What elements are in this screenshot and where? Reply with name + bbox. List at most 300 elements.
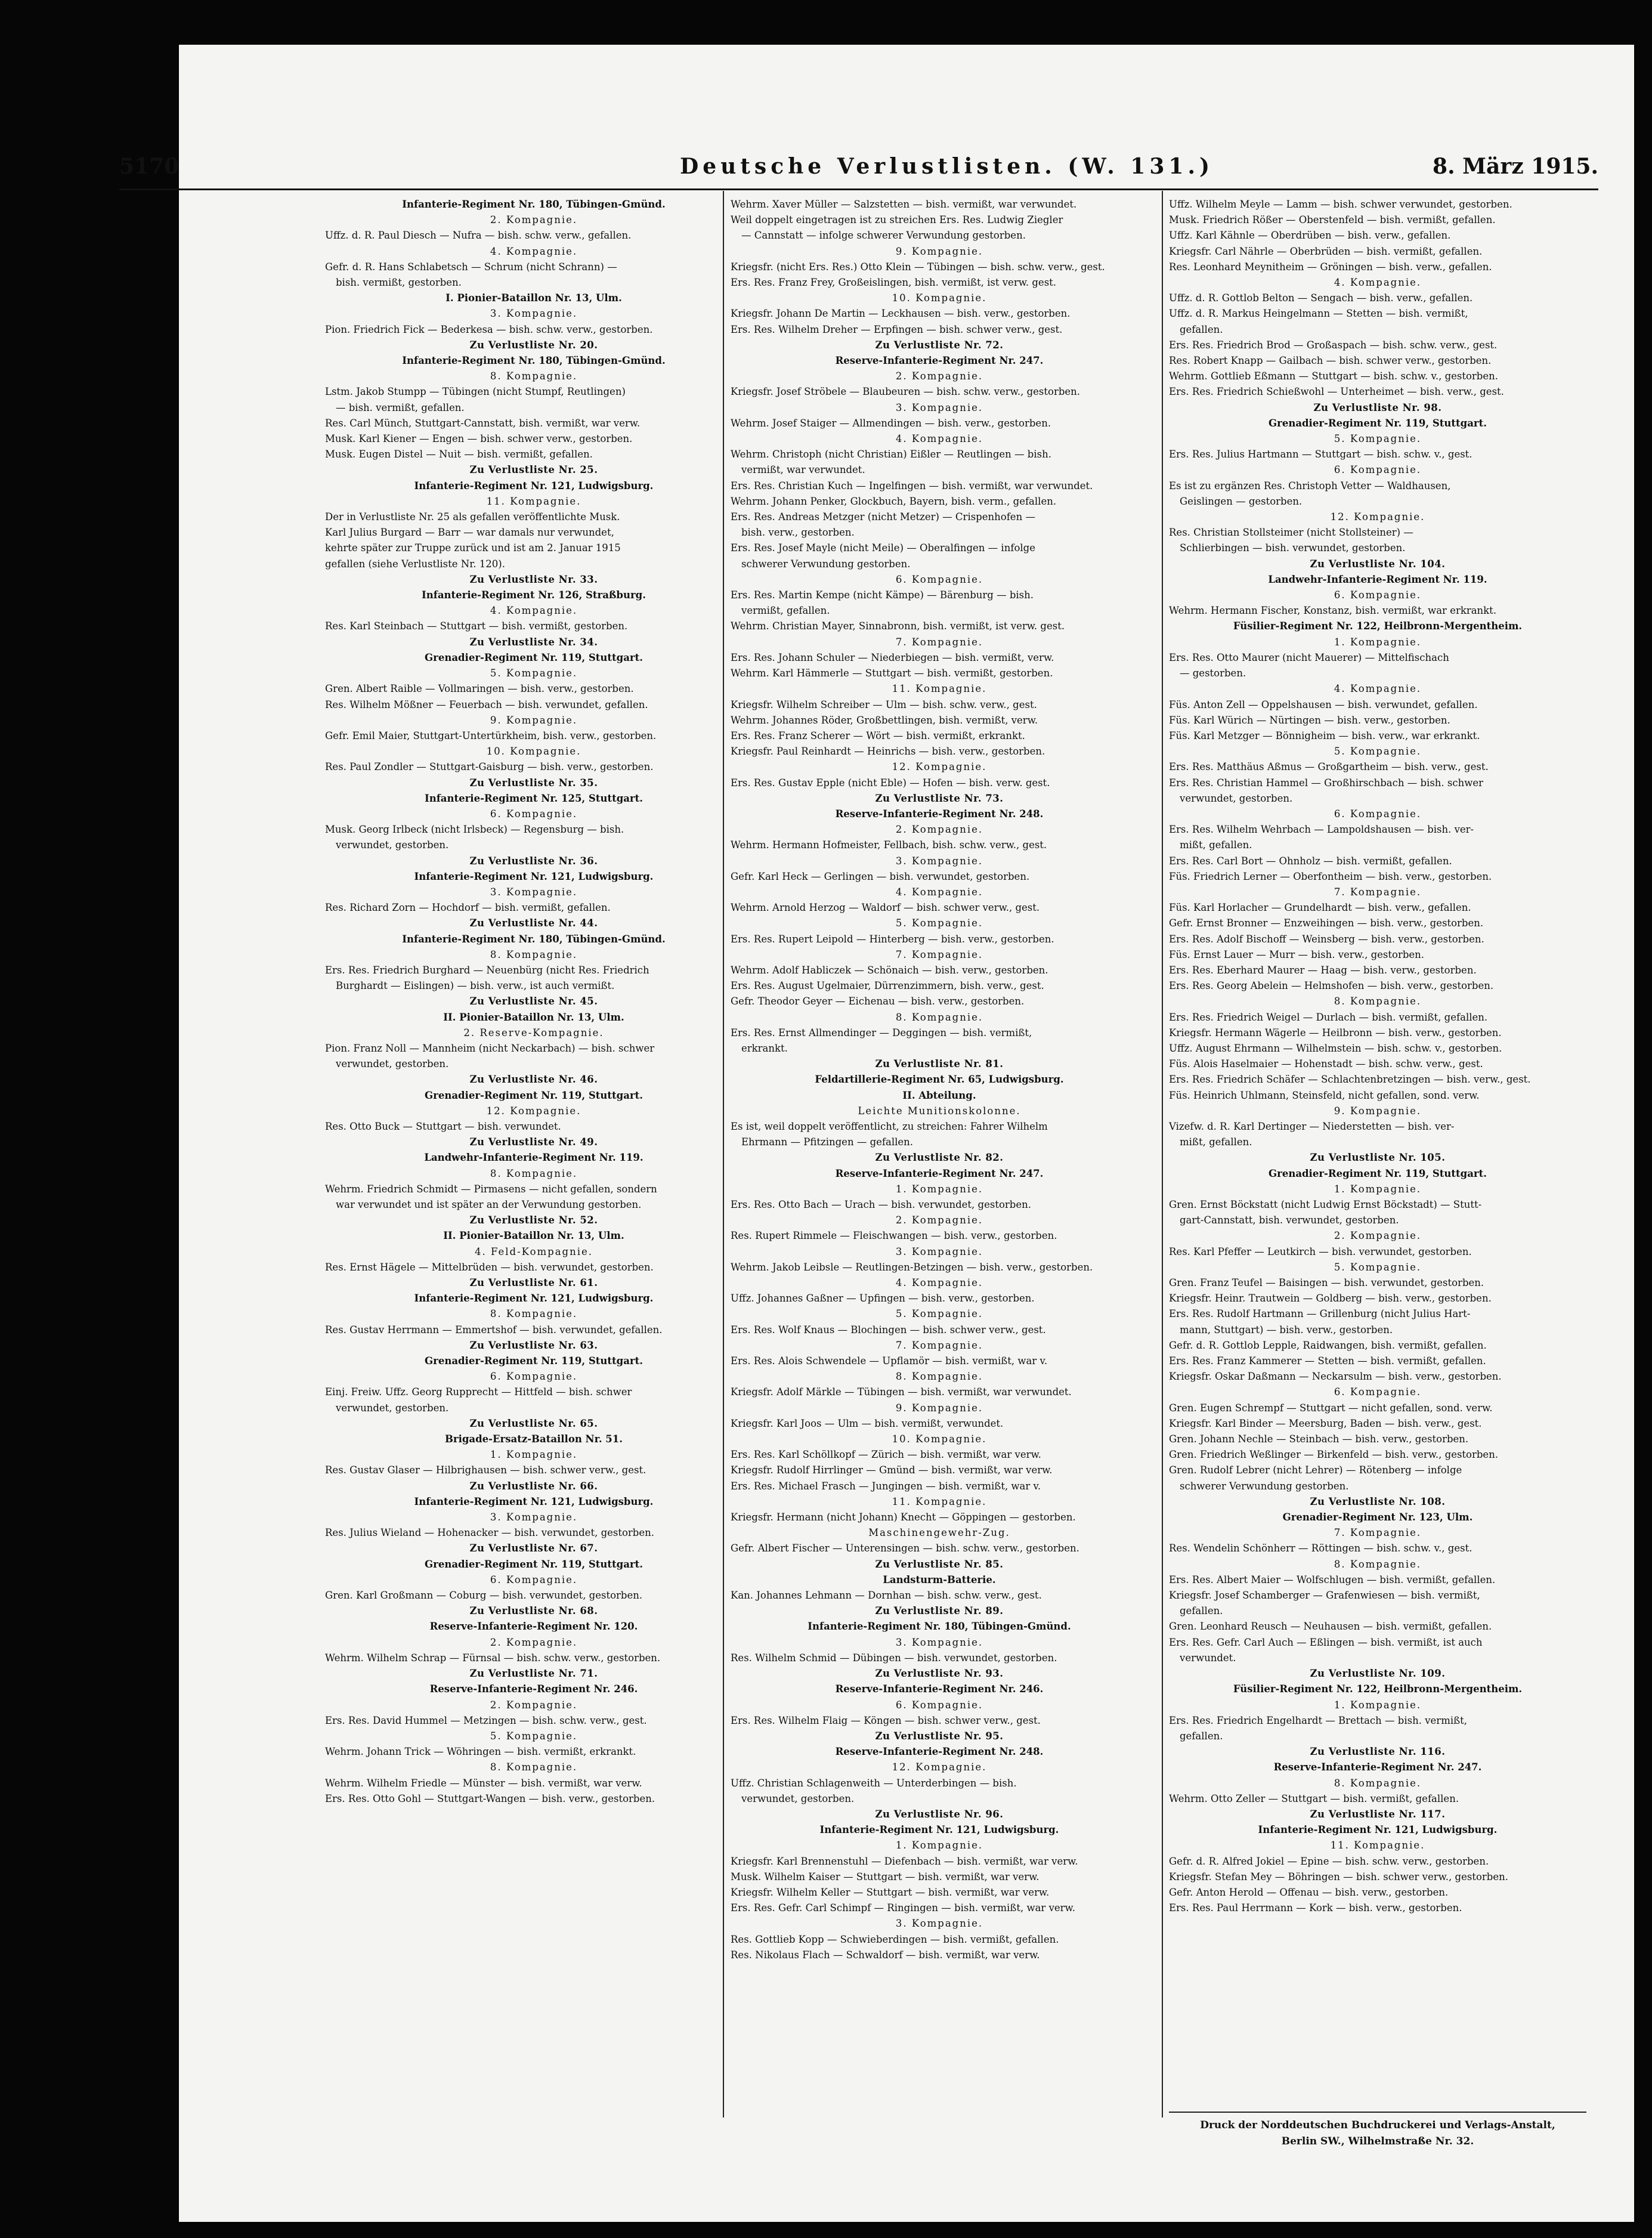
list-reference-heading: Zu Verlustliste Nr. 89. — [875, 1605, 1004, 1617]
casualty-entry: Res. Julius Wieland — Hohenacker — bish. verwundet, gestorben. — [325, 1527, 655, 1539]
company-heading: 7. Kompagnie. — [895, 948, 983, 960]
casualty-entry: Wehrm. Gottlieb Eßmann — Stuttgart — bish. schw. v., gestorben. — [1169, 370, 1499, 382]
list-reference-heading: Zu Verlustliste Nr. 116. — [1310, 1746, 1446, 1758]
company-heading: 12. Kompagnie. — [486, 1105, 581, 1117]
unit-heading: Grenadier-Regiment Nr. 119, Stuttgart. — [1269, 417, 1487, 429]
casualty-entry: Res. Paul Zondler — Stuttgart-Gaisburg — bish. verw., gestorben. — [325, 761, 654, 773]
company-heading: 6. Kompagnie. — [895, 1699, 983, 1711]
casualty-entry: Karl Julius Burgard — Barr — war damals nur verwundet, — [325, 527, 614, 539]
casualty-entry: Schlierbingen — bish. verwundet, gestorben. — [1180, 542, 1406, 554]
list-reference-heading: Zu Verlustliste Nr. 66. — [469, 1480, 598, 1492]
casualty-entry: Burghardt — Eislingen) — bish. verw., ist auch vermißt. — [336, 980, 615, 992]
column-middle — [731, 197, 1148, 1963]
unit-heading: Grenadier-Regiment Nr. 119, Stuttgart. — [425, 651, 643, 663]
casualty-entry: Es ist zu ergänzen Res. Christoph Vetter — Waldhausen, — [1169, 480, 1451, 492]
imprint-line: Druck der Norddeutschen Buchdruckerei und Verlags-Anstalt, — [1200, 2119, 1555, 2131]
unit-heading: Infanterie-Regiment Nr. 180, Tübingen-Gmünd. — [402, 933, 666, 945]
casualty-entry: Ers. Res. Ernst Allmendinger — Deggingen — bish. vermißt, — [731, 1027, 1032, 1038]
company-heading: 3. Kompagnie. — [895, 401, 983, 413]
casualty-entry: Wehrm. Friedrich Schmidt — Pirmasens — nicht gefallen, sondern — [325, 1183, 657, 1195]
casualty-entry: Ers. Res. David Hummel — Metzingen — bish. schw. verw., gest. — [325, 1714, 647, 1726]
company-heading: 5. Kompagnie. — [895, 917, 983, 929]
company-heading: 3. Kompagnie. — [895, 1918, 983, 1930]
unit-heading: Landwehr-Infanterie-Regiment Nr. 119. — [424, 1152, 644, 1164]
unit-heading: Infanterie-Regiment Nr. 180, Tübingen-Gmünd. — [402, 355, 666, 367]
casualty-entry: Weil doppelt eingetragen ist zu streichen Ers. Res. Ludwig Ziegler — [731, 214, 1063, 226]
casualty-entry: Der in Verlustliste Nr. 25 als gefallen veröffentlichte Musk. — [325, 511, 620, 523]
list-reference-heading: Zu Verlustliste Nr. 63. — [469, 1339, 598, 1351]
casualty-entry: Wehrm. Johann Penker, Glockbuch, Bayern, bish. verm., gefallen. — [731, 495, 1057, 507]
company-heading: 8. Kompagnie. — [490, 1308, 578, 1320]
casualty-entry: Ers. Res. Gefr. Carl Schimpf — Ringingen — bish. vermißt, war verw. — [731, 1902, 1075, 1914]
list-reference-heading: Zu Verlustliste Nr. 65. — [469, 1417, 598, 1429]
company-heading: 2. Kompagnie. — [1334, 1230, 1422, 1242]
company-heading: 3. Kompagnie. — [895, 1636, 983, 1648]
casualty-entry: Füs. Friedrich Lerner — Oberfontheim — bish. verw., gestorben. — [1169, 870, 1492, 882]
casualty-entry: Ers. Res. Friedrich Engelhardt — Brettach — bish. vermißt, — [1169, 1714, 1468, 1726]
company-heading: 5. Kompagnie. — [1334, 1261, 1422, 1273]
company-heading: 8. Kompagnie. — [490, 1761, 578, 1773]
unit-heading: Feldartillerie-Regiment Nr. 65, Ludwigsburg. — [815, 1074, 1064, 1086]
company-heading: 8. Kompagnie. — [1334, 1558, 1422, 1570]
casualty-entry: Ers. Res. Christian Hammel — Großhirschbach — bish. schwer — [1169, 777, 1484, 789]
unit-heading: Reserve-Infanterie-Regiment Nr. 246. — [835, 1683, 1044, 1695]
unit-heading: II. Pionier-Bataillon Nr. 13, Ulm. — [443, 1230, 624, 1242]
casualty-entry: Ers. Res. Matthäus Aßmus — Großgartheim — bish. verw., gest. — [1169, 761, 1489, 773]
company-heading: 2. Kompagnie. — [895, 824, 983, 836]
list-reference-heading: Zu Verlustliste Nr. 105. — [1310, 1152, 1446, 1164]
unit-heading: Infanterie-Regiment Nr. 121, Ludwigsburg. — [414, 1293, 654, 1305]
list-reference-heading: Zu Verlustliste Nr. 61. — [469, 1277, 598, 1289]
casualty-entry: Pion. Franz Noll — Mannheim (nicht Neckarbach) — bish. schwer — [325, 1042, 655, 1054]
casualty-entry: Ers. Res. Gefr. Carl Auch — Eßlingen — bish. vermißt, ist auch — [1169, 1636, 1483, 1648]
casualty-entry: Uffz. August Ehrmann — Wilhelmstein — bish. schw. v., gestorben. — [1169, 1042, 1502, 1054]
casualty-entry: Wehrm. Christian Mayer, Sinnabronn, bish. vermißt, ist verw. gest. — [731, 620, 1065, 632]
list-reference-heading: Zu Verlustliste Nr. 98. — [1313, 401, 1442, 413]
casualty-entry: Res. Ernst Hägele — Mittelbrüden — bish. verwundet, gestorben. — [325, 1261, 654, 1273]
company-heading: 5. Kompagnie. — [895, 1308, 983, 1320]
company-heading: 11. Kompagnie. — [892, 683, 987, 695]
company-heading: 4. Kompagnie. — [490, 605, 578, 617]
casualty-entry: Gren. Friedrich Weßlinger — Birkenfeld — bish. verw., gestorben. — [1169, 1449, 1499, 1461]
casualty-entry: Gren. Ernst Böckstatt (nicht Ludwig Ernst Böckstadt) — Stutt- — [1169, 1199, 1482, 1210]
company-heading: 9. Kompagnie. — [490, 714, 578, 726]
casualty-entry: Wehrm. Wilhelm Schrap — Fürnsal — bish. schw. verw., gestorben. — [325, 1652, 661, 1664]
casualty-entry: Res. Leonhard Meynitheim — Gröningen — bish. verw., gefallen. — [1169, 261, 1492, 273]
unit-heading: Grenadier-Regiment Nr. 119, Stuttgart. — [425, 1089, 643, 1101]
unit-heading: Füsilier-Regiment Nr. 122, Heilbronn-Mergentheim. — [1233, 620, 1523, 632]
casualty-entry: Füs. Heinrich Uhlmann, Steinsfeld, nicht gefallen, sond. verw. — [1169, 1089, 1480, 1101]
company-heading: 7. Kompagnie. — [1334, 1527, 1422, 1539]
unit-heading: Infanterie-Regiment Nr. 126, Straßburg. — [422, 589, 646, 601]
casualty-entry: Gren. Karl Großmann — Coburg — bish. verwundet, gestorben. — [325, 1590, 643, 1602]
list-reference-heading: Zu Verlustliste Nr. 68. — [469, 1605, 598, 1617]
list-reference-heading: Zu Verlustliste Nr. 44. — [469, 917, 598, 929]
issue-date: 8. März 1915. — [1433, 154, 1598, 179]
unit-heading: Brigade-Ersatz-Bataillon Nr. 51. — [444, 1433, 623, 1445]
list-reference-heading: Zu Verlustliste Nr. 108. — [1310, 1495, 1446, 1507]
casualty-entry: Ers. Res. Eberhard Maurer — Haag — bish. verw., gestorben. — [1169, 964, 1477, 976]
casualty-entry: Kriegsfr. Karl Binder — Meersburg, Baden — bish. verw., gest. — [1169, 1417, 1482, 1429]
casualty-entry: Gren. Johann Nechle — Steinbach — bish. verw., gestorben. — [1169, 1433, 1469, 1445]
list-reference-heading: Zu Verlustliste Nr. 95. — [875, 1730, 1004, 1742]
casualty-entry: gefallen. — [1180, 1605, 1223, 1617]
casualty-entry: Kriegsfr. Johann De Martin — Leckhausen — bish. verw., gestorben. — [731, 308, 1071, 320]
company-heading: 8. Kompagnie. — [895, 1011, 983, 1023]
casualty-entry: Wehrm. Johann Trick — Wöhringen — bish. vermißt, erkrankt. — [325, 1746, 636, 1758]
company-heading: 2. Kompagnie. — [895, 1214, 983, 1226]
casualty-entry: Uffz. Christian Schlagenweith — Unterderbingen — bish. — [731, 1777, 1017, 1789]
casualty-entry: Kan. Johannes Lehmann — Dornhan — bish. schw. verw., gest. — [731, 1590, 1042, 1602]
casualty-entry: Ers. Res. Karl Schöllkopf — Zürich — bish. vermißt, war verw. — [731, 1449, 1041, 1461]
company-heading: 4. Kompagnie. — [895, 886, 983, 898]
casualty-entry: Gren. Eugen Schrempf — Stuttgart — nicht gefallen, sond. verw. — [1169, 1402, 1493, 1414]
casualty-entry: Wehrm. Xaver Müller — Salzstetten — bish. vermißt, war verwundet. — [731, 199, 1077, 210]
company-heading: 1. Kompagnie. — [1334, 1699, 1422, 1711]
casualty-entry: Ers. Res. Otto Maurer (nicht Mauerer) — Mittelfischach — [1169, 651, 1449, 663]
casualty-entry: Ers. Res. Rudolf Hartmann — Grillenburg (nicht Julius Hart- — [1169, 1308, 1471, 1320]
casualty-entry: Gren. Leonhard Reusch — Neuhausen — bish. vermißt, gefallen. — [1169, 1621, 1492, 1633]
list-reference-heading: Zu Verlustliste Nr. 81. — [875, 1058, 1004, 1070]
casualty-entry: Ers. Res. Julius Hartmann — Stuttgart — bish. schw. v., gest. — [1169, 449, 1472, 460]
casualty-entry: Uffz. d. R. Paul Diesch — Nufra — bish. schw. verw., gefallen. — [325, 230, 632, 242]
unit-heading: Infanterie-Regiment Nr. 121, Ludwigsburg. — [414, 480, 654, 492]
casualty-entry: Ers. Res. Johann Schuler — Niederbiegen — bish. vermißt, verw. — [731, 651, 1054, 663]
casualty-entry: Kriegsfr. Rudolf Hirrlinger — Gmünd — bish. vermißt, war verw. — [731, 1464, 1053, 1476]
casualty-entry: Res. Nikolaus Flach — Schwaldorf — bish. vermißt, war verw. — [731, 1949, 1040, 1961]
casualty-entry: Res. Richard Zorn — Hochdorf — bish. vermißt, gefallen. — [325, 902, 611, 914]
casualty-entry: Ers. Res. Martin Kempe (nicht Kämpe) — Bärenburg — bish. — [731, 589, 1034, 601]
casualty-entry: Ers. Res. Paul Herrmann — Kork — bish. verw., gestorben. — [1169, 1902, 1462, 1914]
casualty-entry: Ers. Res. August Ugelmaier, Dürrenzimmern, bish. verw., gest. — [731, 980, 1044, 992]
casualty-entry: Ers. Res. Friedrich Brod — Großaspach — bish. schw. verw., gest. — [1169, 339, 1498, 351]
company-heading: 2. Kompagnie. — [490, 214, 578, 226]
issue-number: (W. 131.) — [1068, 154, 1214, 179]
company-heading: 8. Kompagnie. — [490, 370, 578, 382]
list-reference-heading: Zu Verlustliste Nr. 36. — [469, 855, 598, 867]
casualty-entry: bish. vermißt, gestorben. — [336, 277, 462, 289]
casualty-entry: Einj. Freiw. Uffz. Georg Rupprecht — Hittfeld — bish. schwer — [325, 1386, 632, 1398]
company-heading: 5. Kompagnie. — [1334, 433, 1422, 445]
casualty-entry: Musk. Eugen Distel — Nuit — bish. vermißt, gefallen. — [325, 449, 593, 460]
column-right — [1169, 197, 1586, 1916]
casualty-entry: verwundet, gestorben. — [741, 1792, 855, 1804]
company-heading: 6. Kompagnie. — [1334, 1386, 1422, 1398]
casualty-entry: Wehrm. Arnold Herzog — Waldorf — bish. schwer verw., gest. — [731, 902, 1040, 914]
casualty-entry: Kriegsfr. Stefan Mey — Böhringen — bish. schwer verw., gestorben. — [1169, 1871, 1508, 1882]
company-heading: 5. Kompagnie. — [490, 1730, 578, 1742]
company-heading: 4. Kompagnie. — [490, 245, 578, 257]
casualty-entry: Ers. Res. Gustav Epple (nicht Eble) — Hofen — bish. verw. gest. — [731, 777, 1050, 789]
casualty-entry: Ers. Res. Georg Abelein — Helmshofen — bish. verw., gestorben. — [1169, 980, 1494, 992]
casualty-entry: Ers. Res. Wilhelm Wehrbach — Lampoldshausen — bish. ver- — [1169, 824, 1474, 836]
casualty-entry: Gefr. Ernst Bronner — Enzweihingen — bish. verw., gestorben. — [1169, 917, 1484, 929]
casualty-entry: verwundet, gestorben. — [336, 1058, 449, 1070]
company-heading: 8. Kompagnie. — [1334, 996, 1422, 1007]
unit-heading: Füsilier-Regiment Nr. 122, Heilbronn-Mergentheim. — [1233, 1683, 1523, 1695]
publication-name: Deutsche Verlustlisten. — [680, 154, 1056, 179]
casualty-entry: Kriegsfr. Karl Brennenstuhl — Diefenbach — bish. vermißt, war verw. — [731, 1855, 1078, 1867]
unit-heading: Infanterie-Regiment Nr. 180, Tübingen-Gmünd. — [402, 199, 666, 210]
unit-heading: Reserve-Infanterie-Regiment Nr. 247. — [1273, 1761, 1482, 1773]
casualty-entry: Kriegsfr. Hermann (nicht Johann) Knecht — Göppingen — gestorben. — [731, 1511, 1076, 1523]
casualty-entry: kehrte später zur Truppe zurück und ist am 2. Januar 1915 — [325, 542, 621, 554]
list-reference-heading: Zu Verlustliste Nr. 109. — [1310, 1668, 1446, 1680]
casualty-entry: Füs. Karl Horlacher — Grundelhardt — bish. verw., gefallen. — [1169, 902, 1471, 914]
casualty-entry: gefallen. — [1180, 323, 1223, 335]
casualty-entry: Ers. Res. Friedrich Burghard — Neuenbürg (nicht Res. Friedrich — [325, 964, 649, 976]
list-reference-heading: Zu Verlustliste Nr. 67. — [469, 1543, 598, 1554]
company-heading: 1. Kompagnie. — [1334, 1183, 1422, 1195]
casualty-entry: Füs. Alois Haselmaier — Hohenstadt — bish. schw. verw., gest. — [1169, 1058, 1483, 1070]
company-heading: 4. Kompagnie. — [1334, 277, 1422, 289]
casualty-entry: Res. Robert Knapp — Gailbach — bish. schwer verw., gestorben. — [1169, 355, 1492, 367]
casualty-entry: Res. Wendelin Schönherr — Röttingen — bish. schw. v., gest. — [1169, 1543, 1472, 1554]
casualty-entry: Ers. Res. Wolf Knaus — Blochingen — bish. schwer verw., gest. — [731, 1324, 1046, 1336]
company-heading: 2. Kompagnie. — [895, 370, 983, 382]
company-heading: 9. Kompagnie. — [895, 1402, 983, 1414]
casualty-entry: Ers. Res. Otto Gohl — Stuttgart-Wangen — bish. verw., gestorben. — [325, 1792, 655, 1804]
unit-heading: Infanterie-Regiment Nr. 125, Stuttgart. — [424, 792, 643, 804]
list-reference-heading: Zu Verlustliste Nr. 52. — [469, 1214, 598, 1226]
company-heading: 1. Kompagnie. — [895, 1840, 983, 1851]
casualty-entry: Wehrm. Jakob Leibsle — Reutlingen-Betzingen — bish. verw., gestorben. — [731, 1261, 1093, 1273]
company-heading: 8. Kompagnie. — [895, 1371, 983, 1383]
casualty-entry: mißt, gefallen. — [1180, 839, 1252, 851]
casualty-entry: verwundet, gestorben. — [1180, 792, 1293, 804]
casualty-entry: Kriegsfr. Heinr. Trautwein — Goldberg — bish. verw., gestorben. — [1169, 1293, 1492, 1305]
company-heading: 12. Kompagnie. — [1330, 511, 1425, 523]
unit-heading: Infanterie-Regiment Nr. 180, Tübingen-Gmünd. — [808, 1621, 1071, 1633]
unit-heading: I. Pionier-Bataillon Nr. 13, Ulm. — [446, 292, 622, 304]
casualty-entry: Uffz. Wilhelm Meyle — Lamm — bish. schwer verwundet, gestorben. — [1169, 199, 1512, 210]
casualty-entry: Kriegsfr. Oskar Daßmann — Neckarsulm — bish. verw., gestorben. — [1169, 1371, 1502, 1383]
company-heading: 6. Kompagnie. — [1334, 464, 1422, 476]
casualty-entry: Ers. Res. Wilhelm Dreher — Erpfingen — bish. schwer verw., gest. — [731, 323, 1063, 335]
casualty-entry: Lstm. Jakob Stumpp — Tübingen (nicht Stumpf, Reutlingen) — [325, 386, 626, 398]
unit-heading: Reserve-Infanterie-Regiment Nr. 248. — [835, 808, 1044, 820]
company-heading: 1. Kompagnie. — [895, 1183, 983, 1195]
unit-heading: Reserve-Infanterie-Regiment Nr. 120. — [429, 1621, 638, 1633]
unit-heading: II. Abteilung. — [902, 1089, 976, 1101]
casualty-entry: gefallen (siehe Verlustliste Nr. 120). — [325, 558, 505, 570]
unit-heading: Infanterie-Regiment Nr. 121, Ludwigsburg. — [414, 1495, 654, 1507]
casualty-entry: Musk. Friedrich Rößer — Oberstenfeld — bish. vermißt, gefallen. — [1169, 214, 1496, 226]
list-reference-heading: Zu Verlustliste Nr. 82. — [875, 1152, 1004, 1164]
list-reference-heading: Zu Verlustliste Nr. 71. — [469, 1668, 598, 1680]
unit-heading: Infanterie-Regiment Nr. 121, Ludwigsburg. — [819, 1824, 1059, 1836]
unit-heading: Grenadier-Regiment Nr. 119, Stuttgart. — [1269, 1167, 1487, 1179]
company-heading: 4. Feld-Kompagnie. — [474, 1245, 593, 1257]
company-heading: 7. Kompagnie. — [1334, 886, 1422, 898]
company-heading: Maschinengewehr-Zug. — [868, 1527, 1010, 1539]
casualty-entry: Musk. Wilhelm Kaiser — Stuttgart — bish. vermißt, war verw. — [731, 1871, 1040, 1882]
list-reference-heading: Zu Verlustliste Nr. 117. — [1310, 1808, 1446, 1820]
unit-heading: Landwehr-Infanterie-Regiment Nr. 119. — [1268, 573, 1487, 585]
casualty-entry: Uffz. Johannes Gaßner — Upfingen — bish. verw., gestorben. — [731, 1293, 1035, 1305]
casualty-entry: Kriegsfr. Hermann Wägerle — Heilbronn — bish. verw., gestorben. — [1169, 1027, 1502, 1038]
company-heading: 3. Kompagnie. — [490, 886, 578, 898]
list-reference-heading: Zu Verlustliste Nr. 25. — [469, 464, 598, 476]
casualty-entry: Res. Gustav Herrmann — Emmertshof — bish. verwundet, gefallen. — [325, 1324, 663, 1336]
casualty-entry: schwerer Verwundung gestorben. — [741, 558, 911, 570]
company-heading: 10. Kompagnie. — [892, 292, 987, 304]
casualty-entry: Wehrm. Adolf Habliczek — Schönaich — bish. verw., gestorben. — [731, 964, 1048, 976]
casualty-entry: — Cannstatt — infolge schwerer Verwundung gestorben. — [741, 230, 1026, 242]
company-heading: 5. Kompagnie. — [1334, 746, 1422, 758]
casualty-entry: Ers. Res. Andreas Metzger (nicht Metzer) — Crispenhofen — — [731, 511, 1035, 523]
casualty-entry: Res. Gottlieb Kopp — Schwieberdingen — bish. vermißt, gefallen. — [731, 1933, 1059, 1945]
casualty-entry: Gefr. d. R. Alfred Jokiel — Epine — bish. schw. verw., gestorben. — [1169, 1855, 1489, 1867]
casualty-entry: Ers. Res. Friedrich Schäfer — Schlachtenbretzingen — bish. verw., gest. — [1169, 1074, 1531, 1086]
company-heading: 6. Kompagnie. — [1334, 808, 1422, 820]
casualty-entry: Res. Gustav Glaser — Hilbrighausen — bish. schwer verw., gest. — [325, 1464, 646, 1476]
casualty-entry: Füs. Karl Würich — Nürtingen — bish. verw., gestorben. — [1169, 714, 1450, 726]
casualty-entry: Ers. Res. Friedrich Schießwohl — Unterheimet — bish. verw., gest. — [1169, 386, 1504, 398]
casualty-entry: Geislingen — gestorben. — [1180, 495, 1303, 507]
casualty-entry: Res. Rupert Rimmele — Fleischwangen — bish. verw., gestorben. — [731, 1230, 1057, 1242]
casualty-entry: Kriegsfr. Carl Nährle — Oberbrüden — bish. vermißt, gefallen. — [1169, 245, 1483, 257]
column-divider — [1162, 191, 1163, 2118]
unit-heading: Grenadier-Regiment Nr. 119, Stuttgart. — [425, 1558, 643, 1570]
unit-heading: Infanterie-Regiment Nr. 121, Ludwigsburg. — [1258, 1824, 1498, 1836]
list-reference-heading: Zu Verlustliste Nr. 72. — [875, 339, 1004, 351]
unit-heading: Grenadier-Regiment Nr. 123, Ulm. — [1282, 1511, 1473, 1523]
casualty-entry: Wehrm. Johannes Röder, Großbettlingen, bish. vermißt, verw. — [731, 714, 1038, 726]
casualty-entry: Gefr. Albert Fischer — Unterensingen — bish. schw. verw., gestorben. — [731, 1543, 1079, 1554]
company-heading: 8. Kompagnie. — [1334, 1777, 1422, 1789]
casualty-entry: Res. Christian Stollsteimer (nicht Stollsteiner) — — [1169, 527, 1413, 539]
casualty-entry: Ers. Res. Friedrich Weigel — Durlach — bish. vermißt, gefallen. — [1169, 1011, 1488, 1023]
page-header — [119, 154, 1598, 190]
unit-heading: Landsturm-Batterie. — [883, 1574, 996, 1585]
company-heading: Leichte Munitionskolonne. — [858, 1105, 1021, 1117]
company-heading: 7. Kompagnie. — [895, 636, 983, 648]
company-heading: 6. Kompagnie. — [490, 1574, 578, 1585]
casualty-entry: Wehrm. Karl Hämmerle — Stuttgart — bish. vermißt, gestorben. — [731, 667, 1053, 679]
company-heading: 6. Kompagnie. — [895, 573, 983, 585]
publication-title — [680, 154, 1214, 179]
casualty-entry: erkrankt. — [741, 1042, 788, 1054]
casualty-entry: Gren. Albert Raible — Vollmaringen — bish. verw., gestorben. — [325, 683, 634, 695]
company-heading: 3. Kompagnie. — [490, 308, 578, 320]
casualty-entry: Ers. Res. Josef Mayle (nicht Meile) — Oberalfingen — infolge — [731, 542, 1035, 554]
casualty-entry: vermißt, gefallen. — [741, 605, 830, 617]
casualty-entry: Ers. Res. Franz Frey, Großeislingen, bish. vermißt, ist verw. gest. — [731, 277, 1057, 289]
company-heading: 9. Kompagnie. — [895, 245, 983, 257]
casualty-entry: Kriegsfr. Wilhelm Schreiber — Ulm — bish. schw. verw., gest. — [731, 698, 1037, 710]
company-heading: 8. Kompagnie. — [490, 948, 578, 960]
printer-imprint — [1169, 2118, 1586, 2150]
company-heading: 2. Kompagnie. — [490, 1636, 578, 1648]
casualty-entry: Musk. Karl Kiener — Engen — bish. schwer verw., gestorben. — [325, 433, 633, 445]
casualty-entry: gefallen. — [1180, 1730, 1223, 1742]
casualty-entry: mißt, gefallen. — [1180, 1136, 1252, 1148]
list-reference-heading: Zu Verlustliste Nr. 93. — [875, 1668, 1004, 1680]
company-heading: 4. Kompagnie. — [895, 1277, 983, 1289]
company-heading: 10. Kompagnie. — [892, 1433, 987, 1445]
list-reference-heading: Zu Verlustliste Nr. 33. — [469, 573, 598, 585]
casualty-entry: Gefr. d. R. Gottlob Lepple, Raidwangen, bish. vermißt, gefallen. — [1169, 1339, 1487, 1351]
casualty-entry: Füs. Karl Metzger — Bönnigheim — bish. verw., war erkrankt. — [1169, 729, 1480, 741]
casualty-entry: Res. Wilhelm Mößner — Feuerbach — bish. verwundet, gefallen. — [325, 698, 648, 710]
casualty-entry: vermißt, war verwundet. — [741, 464, 865, 476]
page-number: 5170 — [119, 154, 180, 179]
company-heading: 3. Kompagnie. — [490, 1511, 578, 1523]
company-heading: 6. Kompagnie. — [490, 808, 578, 820]
list-reference-heading: Zu Verlustliste Nr. 96. — [875, 1808, 1004, 1820]
casualty-entry: Kriegsfr. Wilhelm Keller — Stuttgart — bish. vermißt, war verw. — [731, 1886, 1050, 1898]
casualty-entry: Ehrmann — Pfitzingen — gefallen. — [741, 1136, 914, 1148]
imprint-line: Berlin SW., Wilhelmstraße Nr. 32. — [1281, 2135, 1474, 2147]
company-heading: 6. Kompagnie. — [490, 1371, 578, 1383]
casualty-entry: verwundet, gestorben. — [336, 839, 449, 851]
casualty-entry: verwundet. — [1180, 1652, 1236, 1664]
unit-heading: Reserve-Infanterie-Regiment Nr. 247. — [835, 1167, 1044, 1179]
list-reference-heading: Zu Verlustliste Nr. 104. — [1310, 558, 1446, 570]
footer-rule — [1169, 2112, 1586, 2113]
list-reference-heading: Zu Verlustliste Nr. 85. — [875, 1558, 1004, 1570]
list-reference-heading: Zu Verlustliste Nr. 73. — [875, 792, 1004, 804]
company-heading: 10. Kompagnie. — [486, 746, 581, 758]
casualty-entry: Wehrm. Hermann Hofmeister, Fellbach, bish. schw. verw., gest. — [731, 839, 1047, 851]
casualty-entry: Wehrm. Christoph (nicht Christian) Eißler — Reutlingen — bish. — [731, 449, 1051, 460]
casualty-entry: Gefr. Anton Herold — Offenau — bish. verw., gestorben. — [1169, 1886, 1449, 1898]
company-heading: 11. Kompagnie. — [892, 1495, 987, 1507]
casualty-entry: Gefr. d. R. Hans Schlabetsch — Schrum (nicht Schrann) — — [325, 261, 617, 273]
casualty-entry: Uffz. d. R. Markus Heingelmann — Stetten — bish. vermißt, — [1169, 308, 1468, 320]
casualty-entry: Res. Karl Steinbach — Stuttgart — bish. vermißt, gestorben. — [325, 620, 628, 632]
column-left — [325, 197, 743, 1807]
unit-heading: Infanterie-Regiment Nr. 121, Ludwigsburg. — [414, 870, 654, 882]
casualty-entry: Kriegsfr. Josef Schamberger — Grafenwiesen — bish. vermißt, — [1169, 1590, 1480, 1602]
casualty-entry: Gefr. Theodor Geyer — Eichenau — bish. verw., gestorben. — [731, 996, 1025, 1007]
company-heading: 3. Kompagnie. — [895, 855, 983, 867]
company-heading: 12. Kompagnie. — [892, 761, 987, 773]
casualty-entry: Vizefw. d. R. Karl Dertinger — Niederstetten — bish. ver- — [1169, 1120, 1455, 1132]
unit-heading: Grenadier-Regiment Nr. 119, Stuttgart. — [425, 1355, 643, 1367]
casualty-entry: Ers. Res. Alois Schwendele — Upflamör — bish. vermißt, war v. — [731, 1355, 1048, 1367]
casualty-entry: Ers. Res. Michael Frasch — Jungingen — bish. vermißt, war v. — [731, 1480, 1041, 1492]
unit-heading: Reserve-Infanterie-Regiment Nr. 247. — [835, 355, 1044, 367]
unit-heading: Reserve-Infanterie-Regiment Nr. 248. — [835, 1746, 1044, 1758]
company-heading: 1. Kompagnie. — [490, 1449, 578, 1461]
company-heading: 6. Kompagnie. — [1334, 589, 1422, 601]
casualty-entry: Gren. Rudolf Lebrer (nicht Lehrer) — Rötenberg — infolge — [1169, 1464, 1462, 1476]
casualty-entry: mann, Stuttgart) — bish. verw., gestorben. — [1180, 1324, 1393, 1336]
casualty-entry: Es ist, weil doppelt veröffentlicht, zu streichen: Fahrer Wilhelm — [731, 1120, 1048, 1132]
casualty-entry: war verwundet und ist später an der Verwundung gestorben. — [336, 1199, 642, 1210]
casualty-entry: Ers. Res. Adolf Bischoff — Weinsberg — bish. verw., gestorben. — [1169, 933, 1484, 945]
company-heading: 1. Kompagnie. — [1334, 636, 1422, 648]
casualty-entry: Ers. Res. Christian Kuch — Ingelfingen — bish. vermißt, war verwundet. — [731, 480, 1093, 492]
company-heading: 3. Kompagnie. — [895, 1245, 983, 1257]
casualty-entry: Gren. Franz Teufel — Baisingen — bish. verwundet, gestorben. — [1169, 1277, 1484, 1289]
casualty-entry: Wehrm. Otto Zeller — Stuttgart — bish. vermißt, gefallen. — [1169, 1792, 1459, 1804]
company-heading: 7. Kompagnie. — [895, 1339, 983, 1351]
casualty-entry: Gefr. Emil Maier, Stuttgart-Untertürkheim, bish. verw., gestorben. — [325, 729, 657, 741]
casualty-entry: Res. Otto Buck — Stuttgart — bish. verwundet. — [325, 1120, 561, 1132]
unit-heading: Reserve-Infanterie-Regiment Nr. 246. — [429, 1683, 638, 1695]
unit-heading: II. Pionier-Bataillon Nr. 13, Ulm. — [443, 1011, 624, 1023]
casualty-entry: schwerer Verwundung gestorben. — [1180, 1480, 1349, 1492]
list-reference-heading: Zu Verlustliste Nr. 35. — [469, 777, 598, 789]
header-rule — [119, 188, 1598, 190]
casualty-entry: Musk. Georg Irlbeck (nicht Irlsbeck) — Regensburg — bish. — [325, 824, 624, 836]
list-reference-heading: Zu Verlustliste Nr. 49. — [469, 1136, 598, 1148]
company-heading: 5. Kompagnie. — [490, 667, 578, 679]
company-heading: 12. Kompagnie. — [892, 1761, 987, 1773]
